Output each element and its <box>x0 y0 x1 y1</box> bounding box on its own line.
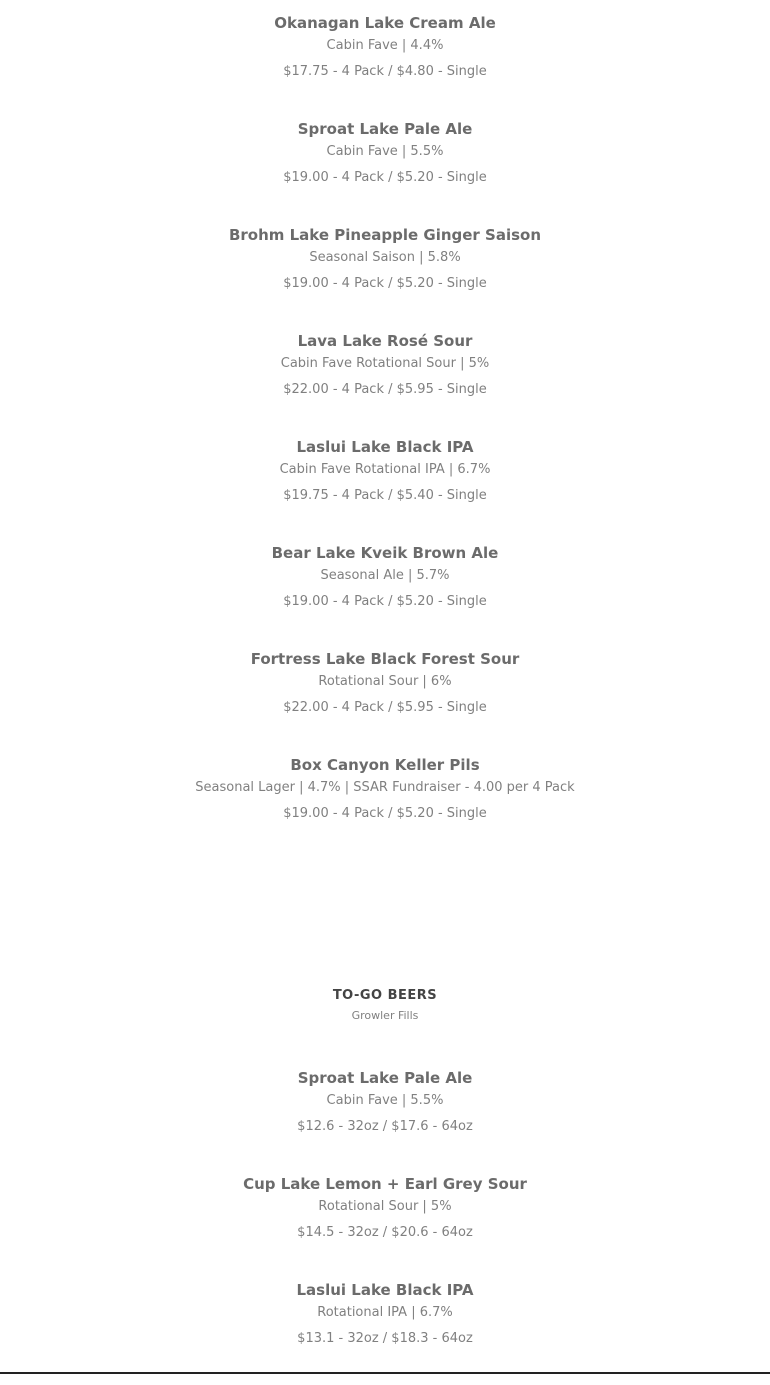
cans-menu-list <box>0 12 770 860</box>
beer-description: Cabin Fave | 5.5% <box>326 144 444 159</box>
menu-item <box>0 118 770 224</box>
beer-name: Lava Lake Rosé Sour <box>297 332 473 350</box>
menu-item <box>0 436 770 542</box>
beer-price: $19.75 - 4 Pack / $5.40 - Single <box>283 488 487 503</box>
beer-name: Fortress Lake Black Forest Sour <box>250 650 520 668</box>
menu-item <box>0 330 770 436</box>
menu-item <box>0 224 770 330</box>
beer-price: $22.00 - 4 Pack / $5.95 - Single <box>283 700 487 715</box>
togo-section-header <box>0 985 770 1025</box>
section-subtitle: Growler Fills <box>351 1009 419 1022</box>
beer-name: Sproat Lake Pale Ale <box>297 1069 473 1087</box>
beer-price: $19.00 - 4 Pack / $5.20 - Single <box>283 170 487 185</box>
beer-description: Seasonal Saison | 5.8% <box>309 250 461 265</box>
beer-price: $19.00 - 4 Pack / $5.20 - Single <box>283 594 487 609</box>
menu-item <box>0 648 770 754</box>
beer-description: Rotational Sour | 5% <box>318 1199 452 1214</box>
beer-price: $13.1 - 32oz / $18.3 - 64oz <box>297 1331 473 1346</box>
beer-price: $17.75 - 4 Pack / $4.80 - Single <box>283 64 487 79</box>
beer-price: $22.00 - 4 Pack / $5.95 - Single <box>283 382 487 397</box>
menu-item <box>0 1279 770 1385</box>
menu-item <box>0 12 770 118</box>
beer-description: Seasonal Lager | 4.7% | SSAR Fundraiser - 4.00 per 4 Pack <box>195 780 575 795</box>
menu-item <box>0 1067 770 1173</box>
menu-item <box>0 1173 770 1279</box>
beer-description: Cabin Fave | 5.5% <box>326 1093 444 1108</box>
beer-price: $19.00 - 4 Pack / $5.20 - Single <box>283 806 487 821</box>
beer-description: Rotational Sour | 6% <box>318 674 452 689</box>
beer-name: Brohm Lake Pineapple Ginger Saison <box>228 226 542 244</box>
beer-price: $14.5 - 32oz / $20.6 - 64oz <box>297 1225 473 1240</box>
beer-name: Sproat Lake Pale Ale <box>297 120 473 138</box>
beer-description: Cabin Fave | 4.4% <box>326 38 444 53</box>
beer-name: Okanagan Lake Cream Ale <box>274 14 496 32</box>
beer-price: $19.00 - 4 Pack / $5.20 - Single <box>283 276 487 291</box>
menu-item <box>0 542 770 648</box>
menu-item <box>0 754 770 860</box>
beer-description: Cabin Fave Rotational IPA | 6.7% <box>279 462 491 477</box>
beer-description: Cabin Fave Rotational Sour | 5% <box>280 356 490 371</box>
beer-name: Box Canyon Keller Pils <box>290 756 480 774</box>
beer-description: Seasonal Ale | 5.7% <box>320 568 450 583</box>
beer-name: Laslui Lake Black IPA <box>296 1281 474 1299</box>
beer-price: $12.6 - 32oz / $17.6 - 64oz <box>297 1119 473 1134</box>
beer-name: Bear Lake Kveik Brown Ale <box>271 544 499 562</box>
growler-menu-list <box>0 1067 770 1385</box>
beer-name: Cup Lake Lemon + Earl Grey Sour <box>243 1175 527 1193</box>
section-title: TO-GO BEERS <box>332 988 438 1003</box>
beer-name: Laslui Lake Black IPA <box>296 438 474 456</box>
beer-description: Rotational IPA | 6.7% <box>317 1305 453 1320</box>
